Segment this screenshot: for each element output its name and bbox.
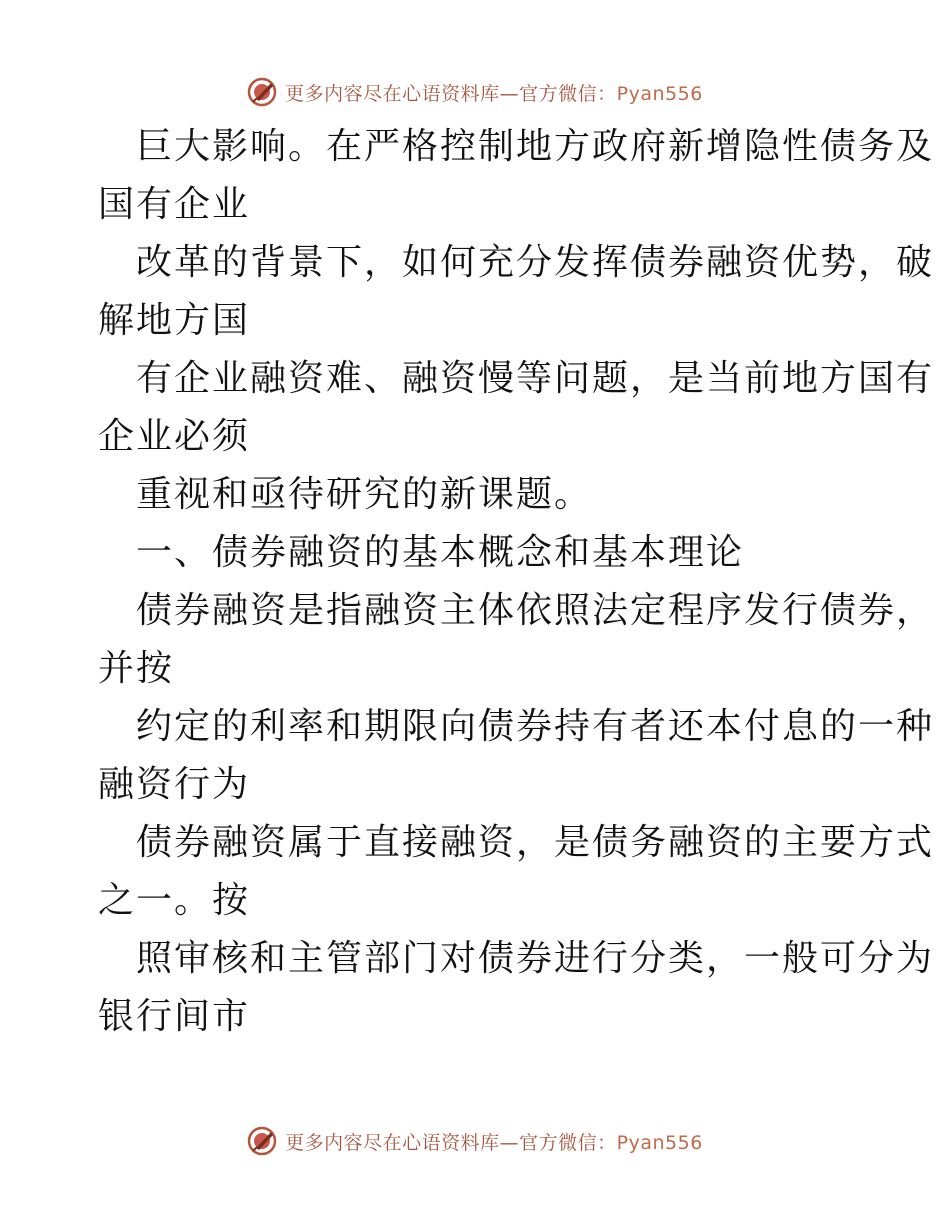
text-line: 解地方国 [98,300,251,341]
watermark-text: 更多内容尽在心语资料库—官方微信：Pyan556 [285,82,703,105]
text-line: 融资行为 [98,764,251,805]
text-line: 企业必须 [98,416,251,457]
text-line: 并按 [98,648,175,689]
text-line: 照审核和主管部门对债券进行分类，一般可分为 [136,938,935,979]
text-line: 重视和亟待研究的新课题。 [136,474,593,515]
section-heading: 一、债券融资的基本概念和基本理论 [136,532,745,573]
watermark-text: 更多内容尽在心语资料库—官方微信：Pyan556 [285,1131,703,1154]
text-line: 之一。按 [98,880,251,921]
document-body [98,118,935,1046]
header-watermark [0,72,950,112]
wechat-id: Pyan556 [616,1131,703,1154]
text-line: 国有企业 [98,184,251,225]
text-line: 有企业融资难、融资慢等问题，是当前地方国有 [136,358,935,399]
wechat-id: Pyan556 [616,82,703,105]
text-line: 改革的背景下，如何充分发挥债券融资优势，破 [136,242,935,283]
footer-watermark [0,1121,950,1161]
text-line: 巨大影响。在严格控制地方政府新增隐性债务及 [136,126,935,167]
text-line: 债券融资是指融资主体依照法定程序发行债券， [136,590,935,631]
text-line: 债券融资属于直接融资，是债务融资的主要方式 [136,822,935,863]
text-line: 约定的利率和期限向债券持有者还本付息的一种 [136,706,935,747]
text-line: 银行间市 [98,996,251,1037]
feather-quill-logo-icon [247,1126,277,1156]
feather-quill-logo-icon [247,77,277,107]
